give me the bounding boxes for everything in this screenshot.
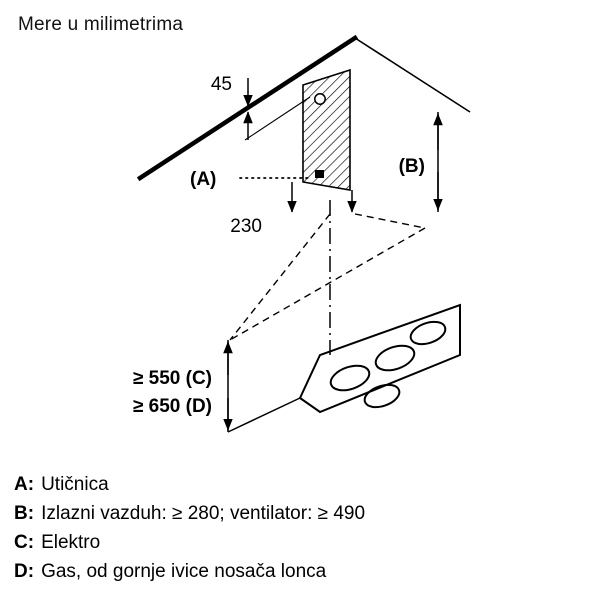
marker-b-label: (B) xyxy=(398,156,425,177)
dimension-45-label: 45 xyxy=(210,74,232,95)
hood-plate xyxy=(303,70,350,190)
marker-a-label: (A) xyxy=(190,169,217,190)
page-title: Mere u milimetrima xyxy=(18,14,184,35)
dimension-b xyxy=(399,112,438,212)
dimension-230 xyxy=(230,182,352,237)
dimension-230-label: 230 xyxy=(230,216,262,237)
min-height-c-label: ≥ 550 (C) xyxy=(132,368,212,389)
legend-key: C: xyxy=(14,532,35,553)
legend-text: Utičnica xyxy=(41,474,109,495)
legend-item xyxy=(14,470,589,499)
legend-key: A: xyxy=(14,474,35,495)
legend-text: Izlazni vazduh: ≥ 280; ventilator: ≥ 490 xyxy=(41,503,366,524)
dimension-45 xyxy=(211,74,310,140)
legend-text: Elektro xyxy=(41,532,101,553)
min-height-d-label: ≥ 650 (D) xyxy=(132,396,212,417)
legend-text: Gas, od gornje ivice nosača lonca xyxy=(41,561,327,582)
legend xyxy=(14,470,589,586)
legend-item xyxy=(14,528,589,557)
legend-key: B: xyxy=(14,503,35,524)
legend-item xyxy=(14,557,589,586)
legend-item xyxy=(14,499,589,528)
cooktop xyxy=(300,305,460,412)
dimension-cd xyxy=(133,340,300,432)
legend-key: D: xyxy=(14,561,35,582)
